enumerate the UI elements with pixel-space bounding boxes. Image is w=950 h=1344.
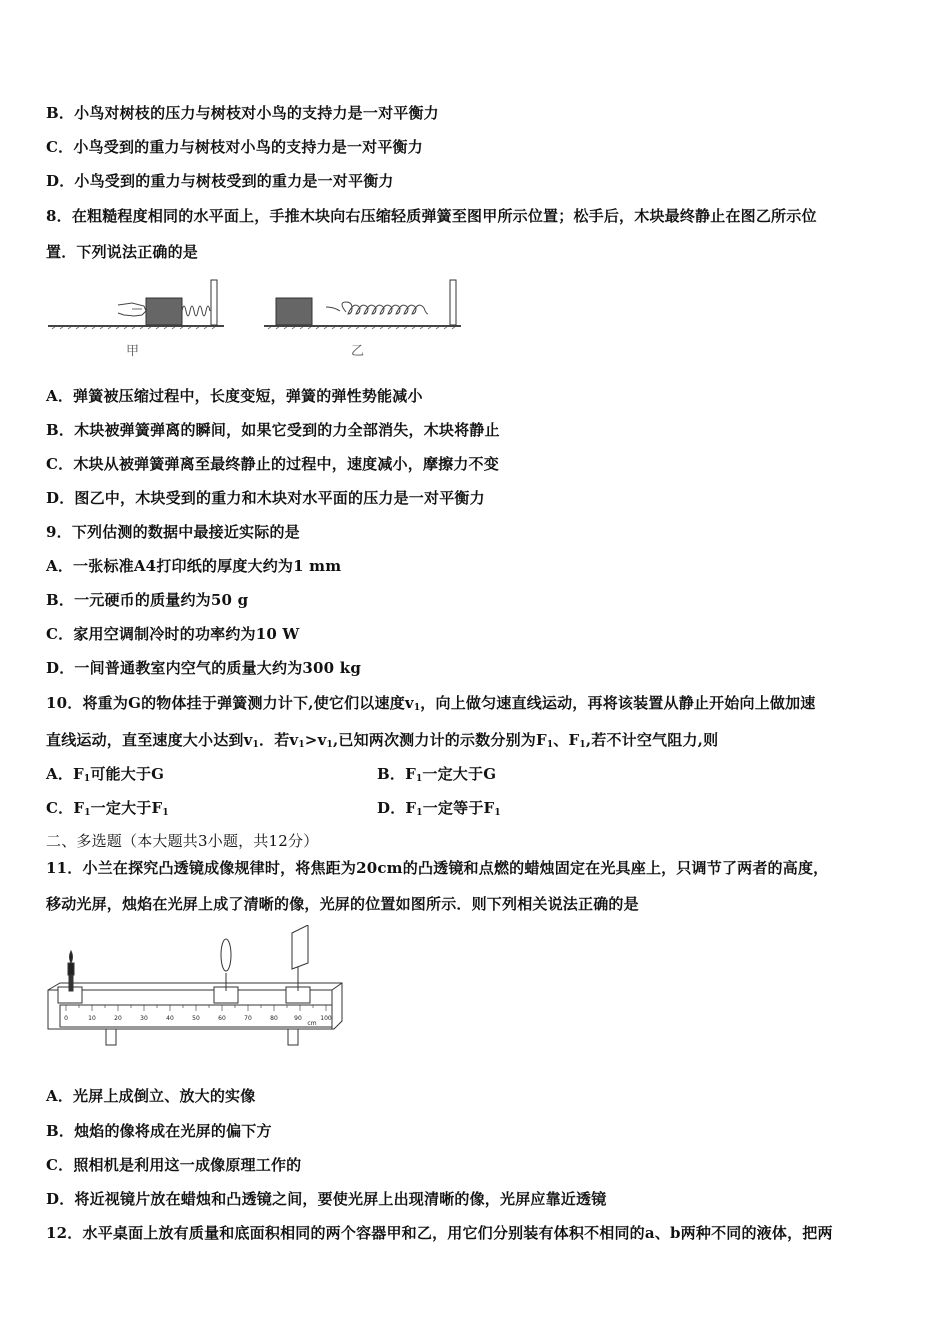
q7-option-b: B．小鸟对树枝的压力与树枝对小鸟的支持力是一对平衡力 (46, 104, 439, 122)
ruler-label: 60 (218, 1015, 226, 1022)
figure-jia (48, 280, 224, 329)
q9-stem: 9．下列估测的数据中最接近实际的是 (46, 523, 300, 541)
ruler-label: 70 (244, 1015, 252, 1022)
ruler-label: 30 (140, 1015, 148, 1022)
ruler-label: 80 (270, 1015, 278, 1022)
q11-stem-line2: 移动光屏，烛焰在光屏上成了清晰的像，光屏的位置如图所示．则下列相关说法正确的是 (46, 895, 639, 913)
ruler-label: 50 (192, 1015, 200, 1022)
q9-option-d: D．一间普通教室内空气的质量大约为300 kg (46, 659, 362, 677)
ruler-label: 0 (64, 1015, 68, 1022)
ruler-label: 10 (88, 1015, 96, 1022)
q10-option-b: B．$F_1$一定大于G (377, 765, 497, 784)
ruler-label: 20 (114, 1015, 122, 1022)
section-heading-multiple-choice: 二、多选题（本大题共3小题，共12分） (46, 832, 319, 850)
q11-option-d: D．将近视镜片放在蜡烛和凸透镜之间，要使光屏上出现清晰的像，光屏应靠近透镜 (46, 1190, 607, 1208)
q8-option-a: A．弹簧被压缩过程中，长度变短，弹簧的弹性势能减小 (46, 387, 423, 405)
q7-option-c: C．小鸟受到的重力与树枝对小鸟的支持力是一对平衡力 (46, 138, 423, 156)
q8-figure (46, 275, 466, 365)
q9-option-a: A．一张标准A4打印纸的厚度大约为1 mm (46, 557, 342, 575)
q11-stem-line1: 11．小兰在探究凸透镜成像规律时，将焦距为20cm的凸透镜和点燃的蜡烛固定在光具座上，只调节了两者的高度， (46, 859, 829, 877)
q8-option-d: D．图乙中，木块受到的重力和木块对水平面的压力是一对平衡力 (46, 489, 485, 507)
q11-optical-bench-figure (46, 925, 346, 1055)
q11-option-a: A．光屏上成倒立、放大的实像 (46, 1087, 256, 1105)
ruler-label: 40 (166, 1015, 174, 1022)
q7-option-d: D．小鸟受到的重力与树枝受到的重力是一对平衡力 (46, 172, 394, 190)
q8-stem-line1: 8．在粗糙程度相同的水平面上，手推木块向右压缩轻质弹簧至图甲所示位置；松手后，木块最终静止在图乙所示位 (46, 207, 817, 225)
q11-option-b: B．烛焰的像将成在光屏的偏下方 (46, 1122, 272, 1140)
q10-option-c: C．$F_1$一定大于$F_1$ (46, 799, 169, 818)
q10-option-a: A．$F_1$可能大于G (46, 765, 165, 784)
q9-option-c: C．家用空调制冷时的功率约为10 W (46, 625, 300, 643)
q8-option-b: B．木块被弹簧弹离的瞬间，如果它受到的力全部消失，木块将静止 (46, 421, 500, 439)
q10-stem-line2: 直线运动，直至速度大小达到$v_1$．若$v_1>v_1$,已知两次测力计的示数分别为$F_1$、$F_1$,若不计空气阻力,则 (46, 731, 719, 750)
figure-label-jia: 甲 (126, 344, 140, 359)
q10-stem-line1: 10．将重为G的物体挂于弹簧测力计下,使它们以速度$v_1$，向上做匀速直线运动，再将该装置从静止开始向上做加速 (46, 694, 816, 713)
figure-label-yi: 乙 (351, 344, 365, 359)
ruler-label: 100 (320, 1015, 332, 1022)
figure-yi (264, 280, 461, 329)
ruler-unit: cm (307, 1020, 317, 1027)
ruler-label: 90 (294, 1015, 302, 1022)
q12-stem-line1: 12．水平桌面上放有质量和底面积相同的两个容器甲和乙，用它们分别装有体积不相同的a、b两种不同的液体，把两 (46, 1224, 833, 1242)
q9-option-b: B．一元硬币的质量约为50 g (46, 591, 249, 609)
q10-option-d: D．$F_1$一定等于$F_1$ (377, 799, 501, 818)
q8-option-c: C．木块从被弹簧弹离至最终静止的过程中，速度减小，摩擦力不变 (46, 455, 499, 473)
q11-option-c: C．照相机是利用这一成像原理工作的 (46, 1156, 302, 1174)
q8-stem-line2: 置．下列说法正确的是 (46, 243, 199, 261)
